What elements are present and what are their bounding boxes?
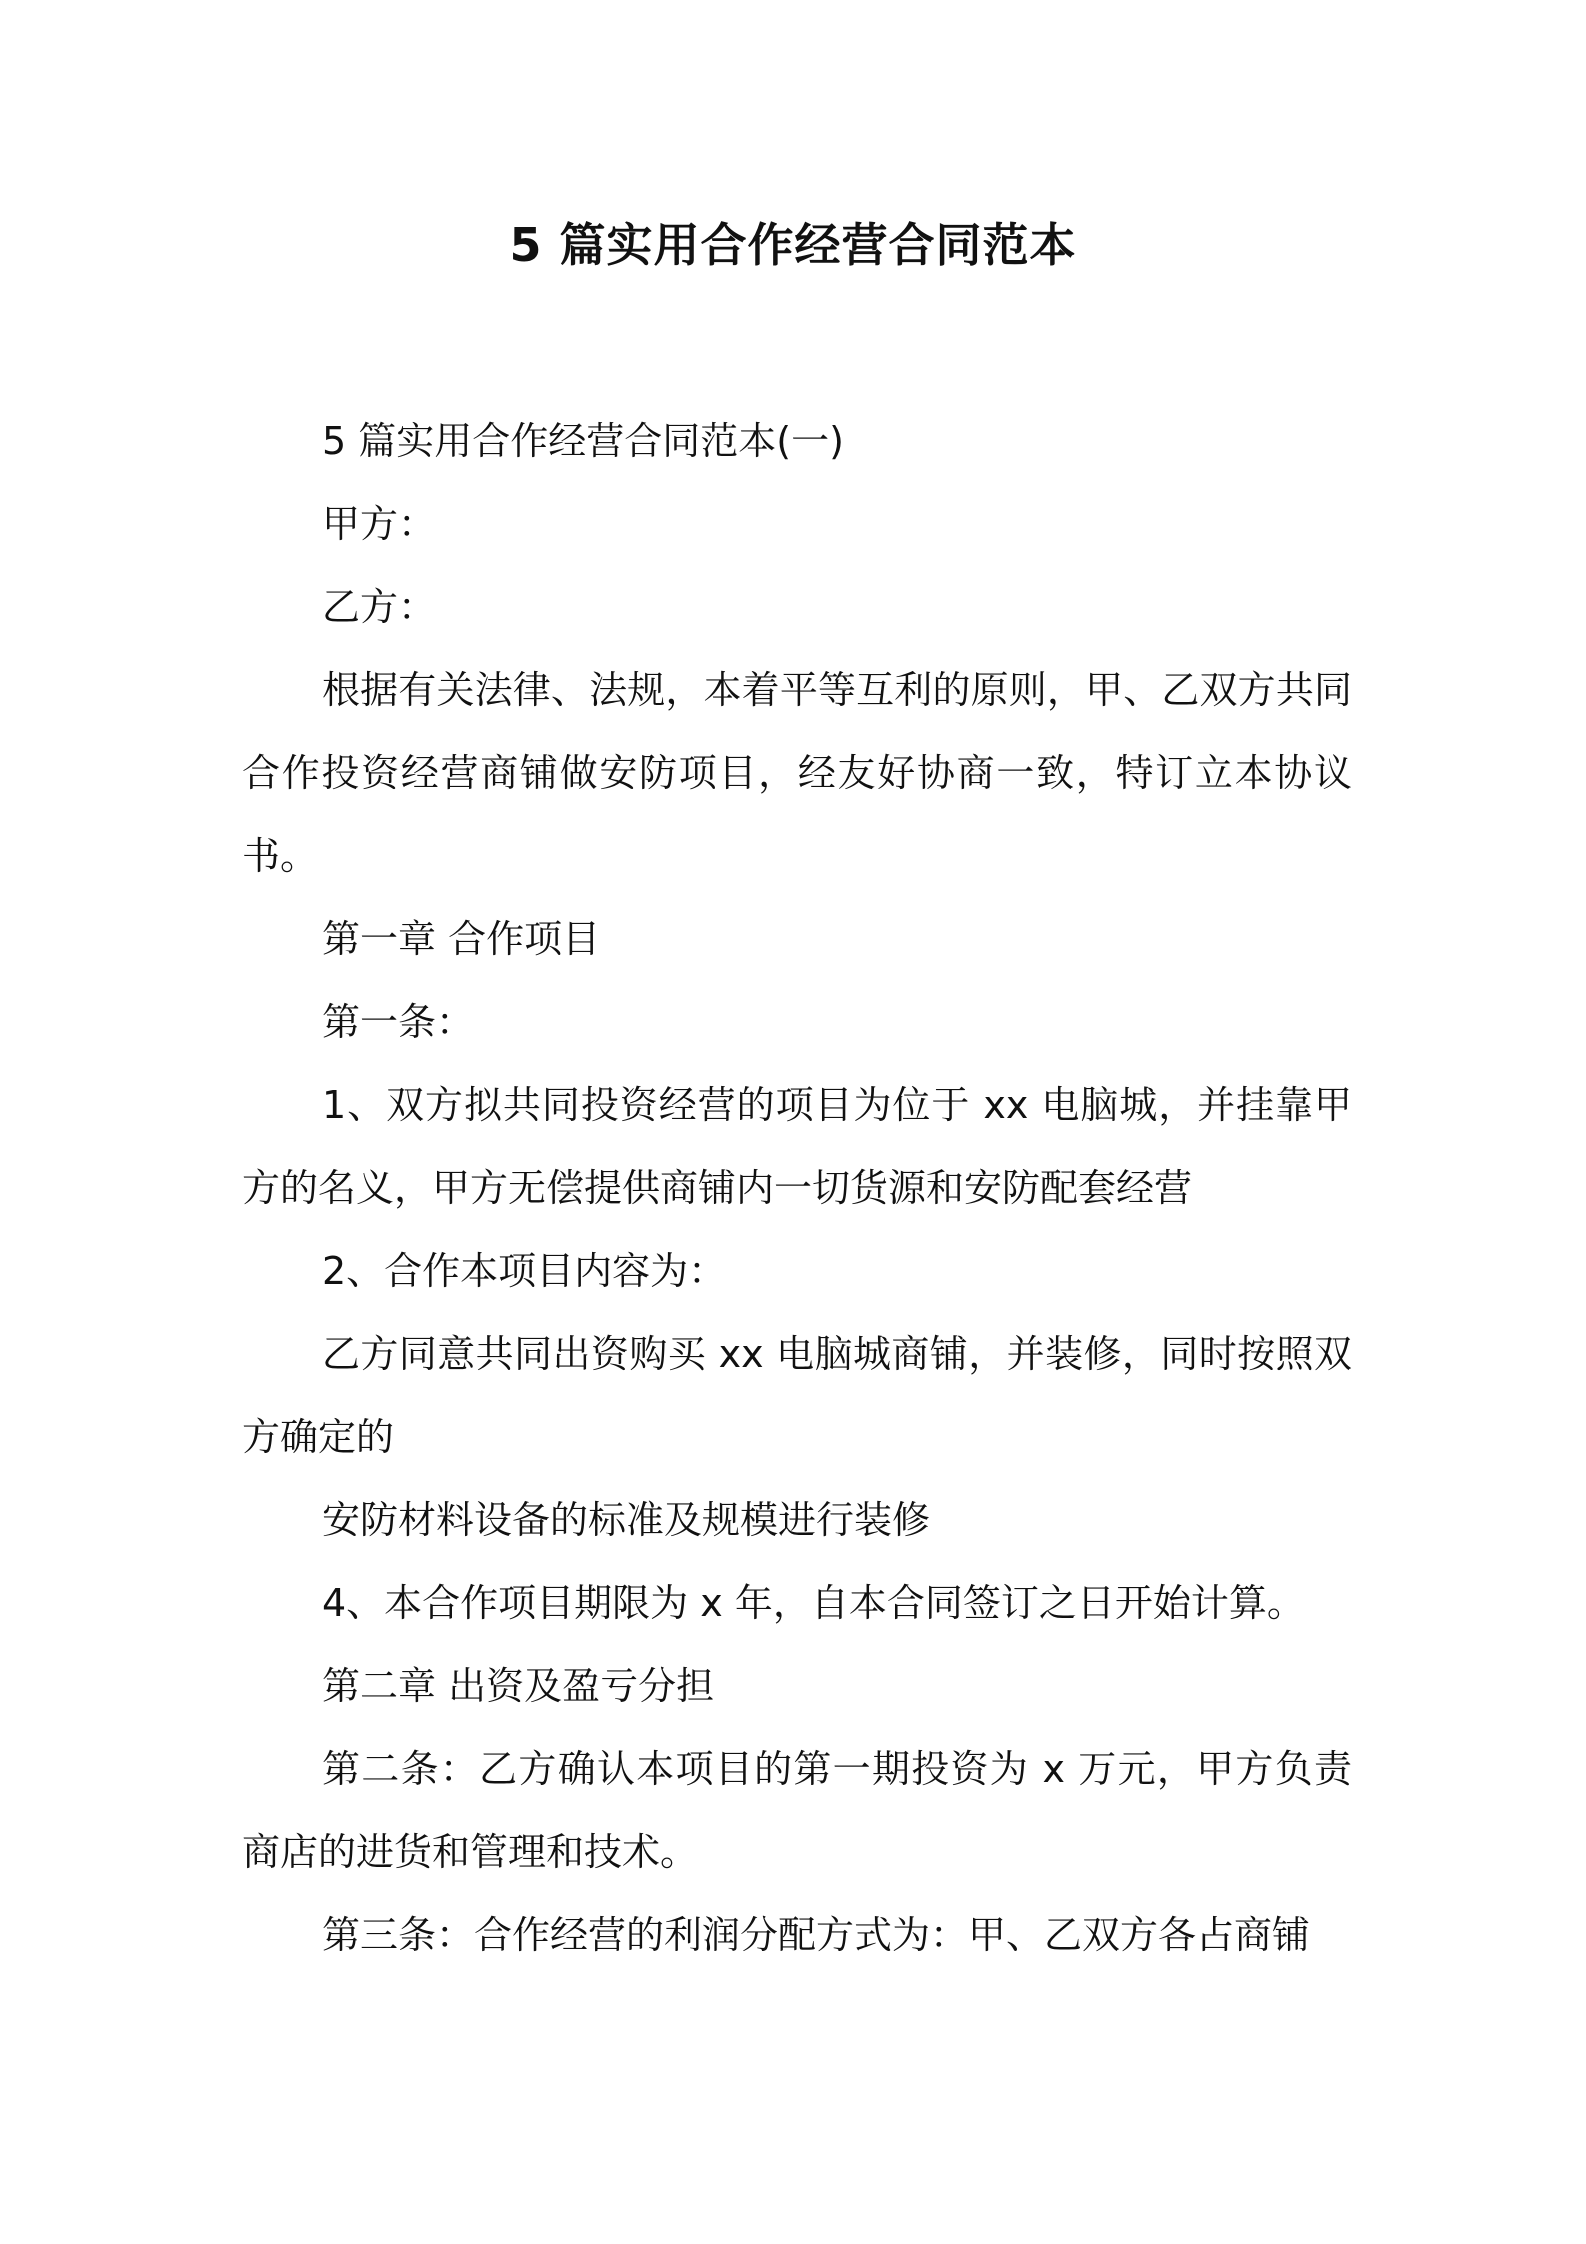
party-a-line: 甲方： bbox=[322, 502, 437, 546]
document-body bbox=[242, 400, 1352, 1977]
article-one-item-2-content-cont: 安防材料设备的标准及规模进行装修 bbox=[322, 1498, 931, 1542]
article-one-item-4: 4、本合作项目期限为 x 年，自本合同签订之日开始计算。 bbox=[322, 1581, 1305, 1625]
article-two-paragraph: 第二条：乙方确认本项目的第一期投资为 x 万元，甲方负责商店的进货和管理和技术。 bbox=[242, 1747, 1352, 1874]
preamble-paragraph: 根据有关法律、法规，本着平等互利的原则，甲、乙双方共同合作投资经营商铺做安防项目，经友好协商一致，特订立本协议书。 bbox=[242, 668, 1352, 878]
article-one-item-2: 2、合作本项目内容为： bbox=[322, 1249, 727, 1293]
document-title: 5 篇实用合作经营合同范本 bbox=[509, 218, 1077, 272]
article-three-paragraph: 第三条：合作经营的利润分配方式为：甲、乙双方各占商铺 bbox=[322, 1913, 1311, 1957]
article-one-heading: 第一条： bbox=[322, 1000, 475, 1044]
chapter-two-heading: 第二章 出资及盈亏分担 bbox=[322, 1664, 715, 1708]
article-one-item-1: 1、双方拟共同投资经营的项目为位于 xx 电脑城，并挂靠甲方的名义，甲方无偿提供商铺内一切货源和安防配套经营 bbox=[242, 1083, 1352, 1210]
chapter-one-heading: 第一章 合作项目 bbox=[322, 917, 601, 961]
party-b-line: 乙方： bbox=[322, 585, 437, 629]
section-heading-contract-one: 5 篇实用合作经营合同范本(一) bbox=[322, 419, 844, 463]
article-one-item-2-content: 乙方同意共同出资购买 xx 电脑城商铺，并装修，同时按照双方确定的 bbox=[242, 1332, 1352, 1459]
